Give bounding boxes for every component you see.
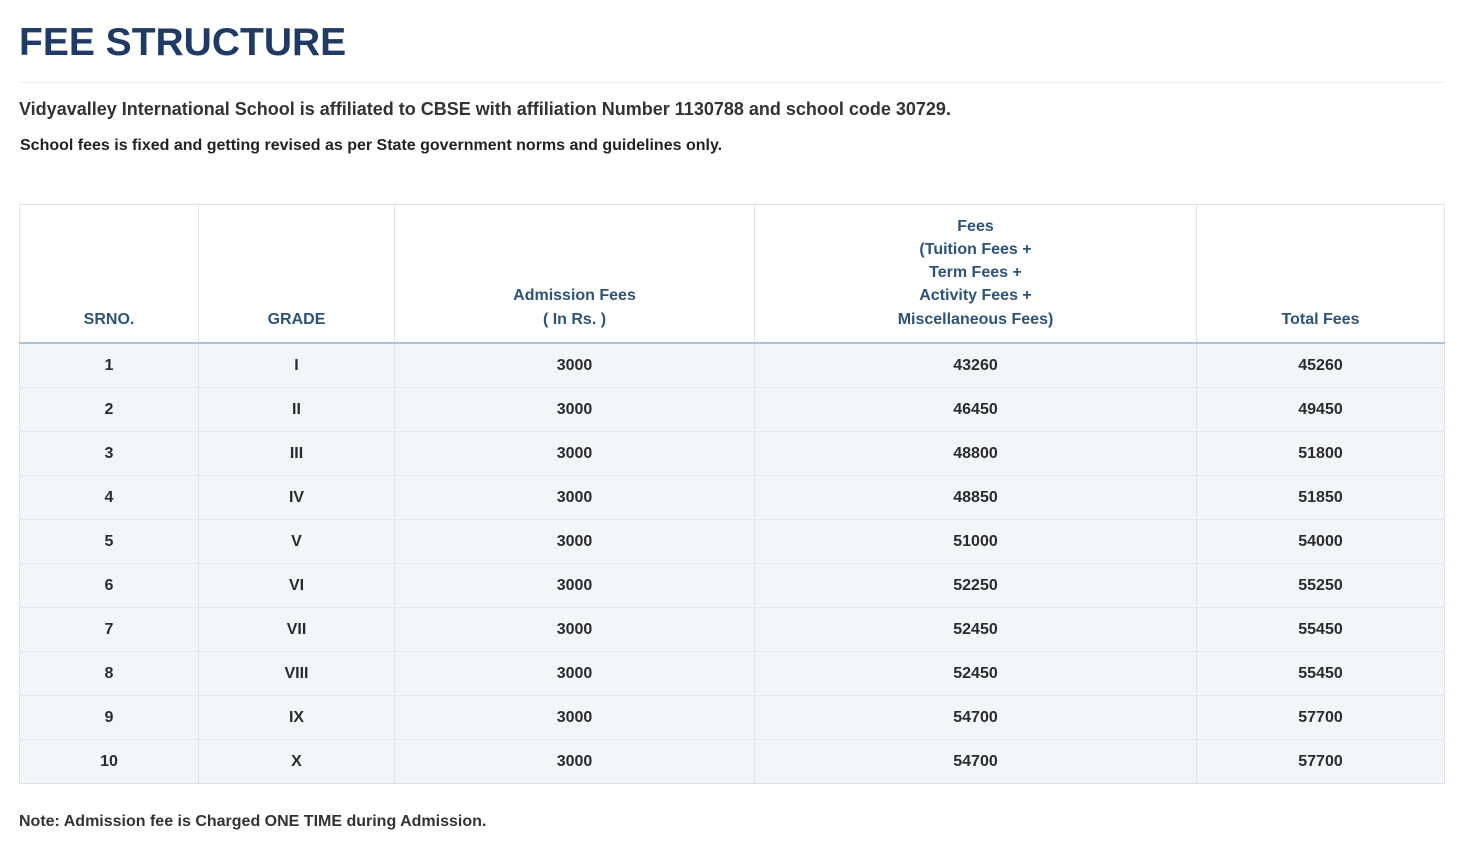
header-fees-activity: Activity Fees + bbox=[919, 287, 1032, 305]
cell-srno: 9 bbox=[20, 696, 199, 740]
cell-srno: 2 bbox=[20, 388, 199, 432]
header-admission-unit: ( In Rs. ) bbox=[542, 310, 607, 328]
cell-admission-fees: 3000 bbox=[395, 343, 755, 388]
cell-grade: II bbox=[199, 388, 395, 432]
cell-srno: 8 bbox=[20, 652, 199, 696]
table-row bbox=[20, 432, 1445, 476]
header-fees-term: Term Fees + bbox=[929, 264, 1022, 282]
header-fees-misc: Miscellaneous Fees) bbox=[897, 310, 1054, 328]
affiliation-text: Vidyavalley International School is affiliated to CBSE with affiliation Number 1130788 and school code 30729. bbox=[19, 99, 951, 119]
cell-total-fees: 57700 bbox=[1197, 740, 1445, 784]
cell-admission-fees: 3000 bbox=[395, 432, 755, 476]
table-row bbox=[20, 608, 1445, 652]
cell-grade: III bbox=[199, 432, 395, 476]
cell-admission-fees: 3000 bbox=[395, 740, 755, 784]
cell-admission-fees: 3000 bbox=[395, 564, 755, 608]
cell-admission-fees: 3000 bbox=[395, 652, 755, 696]
cell-srno: 10 bbox=[20, 740, 199, 784]
table-row bbox=[20, 343, 1445, 388]
header-fees bbox=[755, 205, 1197, 344]
cell-total-fees: 55250 bbox=[1197, 564, 1445, 608]
table-row bbox=[20, 564, 1445, 608]
cell-admission-fees: 3000 bbox=[395, 608, 755, 652]
header-grade-label: GRADE bbox=[267, 310, 326, 328]
cell-fees: 54700 bbox=[755, 740, 1197, 784]
fee-table-header bbox=[20, 205, 1445, 344]
cell-admission-fees: 3000 bbox=[395, 696, 755, 740]
cell-fees: 43260 bbox=[755, 343, 1197, 388]
table-row bbox=[20, 652, 1445, 696]
admission-note: Note: Admission fee is Charged ONE TIME during Admission. bbox=[19, 813, 487, 830]
cell-grade: VIII bbox=[199, 652, 395, 696]
cell-total-fees: 49450 bbox=[1197, 388, 1445, 432]
cell-grade: X bbox=[199, 740, 395, 784]
cell-srno: 7 bbox=[20, 608, 199, 652]
title-divider bbox=[19, 82, 1445, 83]
cell-fees: 52250 bbox=[755, 564, 1197, 608]
table-row bbox=[20, 476, 1445, 520]
header-total-fees bbox=[1197, 205, 1445, 344]
cell-admission-fees: 3000 bbox=[395, 520, 755, 564]
cell-admission-fees: 3000 bbox=[395, 476, 755, 520]
header-fees-label: Fees bbox=[957, 217, 994, 235]
cell-fees: 54700 bbox=[755, 696, 1197, 740]
header-grade bbox=[199, 205, 395, 344]
cell-total-fees: 54000 bbox=[1197, 520, 1445, 564]
header-srno bbox=[20, 205, 199, 344]
cell-total-fees: 55450 bbox=[1197, 608, 1445, 652]
table-row bbox=[20, 740, 1445, 784]
page-title: FEE STRUCTURE bbox=[19, 21, 347, 64]
cell-fees: 52450 bbox=[755, 608, 1197, 652]
table-row bbox=[20, 696, 1445, 740]
fee-policy-text: School fees is fixed and getting revised as per State government norms and guidelines only. bbox=[20, 137, 723, 154]
cell-admission-fees: 3000 bbox=[395, 388, 755, 432]
cell-total-fees: 51850 bbox=[1197, 476, 1445, 520]
fee-table bbox=[19, 204, 1445, 784]
cell-srno: 4 bbox=[20, 476, 199, 520]
table-row bbox=[20, 388, 1445, 432]
fee-table-body bbox=[20, 343, 1445, 784]
header-total-label: Total Fees bbox=[1281, 310, 1360, 328]
cell-fees: 51000 bbox=[755, 520, 1197, 564]
cell-grade: VII bbox=[199, 608, 395, 652]
header-fees-tuition: (Tuition Fees + bbox=[919, 240, 1032, 258]
cell-srno: 5 bbox=[20, 520, 199, 564]
cell-total-fees: 57700 bbox=[1197, 696, 1445, 740]
cell-srno: 1 bbox=[20, 343, 199, 388]
cell-srno: 3 bbox=[20, 432, 199, 476]
table-row bbox=[20, 520, 1445, 564]
header-admission-label: Admission Fees bbox=[513, 287, 636, 305]
cell-grade: V bbox=[199, 520, 395, 564]
cell-srno: 6 bbox=[20, 564, 199, 608]
cell-grade: VI bbox=[199, 564, 395, 608]
cell-grade: I bbox=[199, 343, 395, 388]
cell-total-fees: 51800 bbox=[1197, 432, 1445, 476]
cell-total-fees: 45260 bbox=[1197, 343, 1445, 388]
header-row bbox=[20, 205, 1445, 344]
cell-fees: 48850 bbox=[755, 476, 1197, 520]
cell-total-fees: 55450 bbox=[1197, 652, 1445, 696]
cell-fees: 46450 bbox=[755, 388, 1197, 432]
cell-fees: 48800 bbox=[755, 432, 1197, 476]
header-srno-label: SRNO. bbox=[83, 310, 135, 328]
cell-grade: IX bbox=[199, 696, 395, 740]
header-admission-fees bbox=[395, 205, 755, 344]
cell-fees: 52450 bbox=[755, 652, 1197, 696]
cell-grade: IV bbox=[199, 476, 395, 520]
